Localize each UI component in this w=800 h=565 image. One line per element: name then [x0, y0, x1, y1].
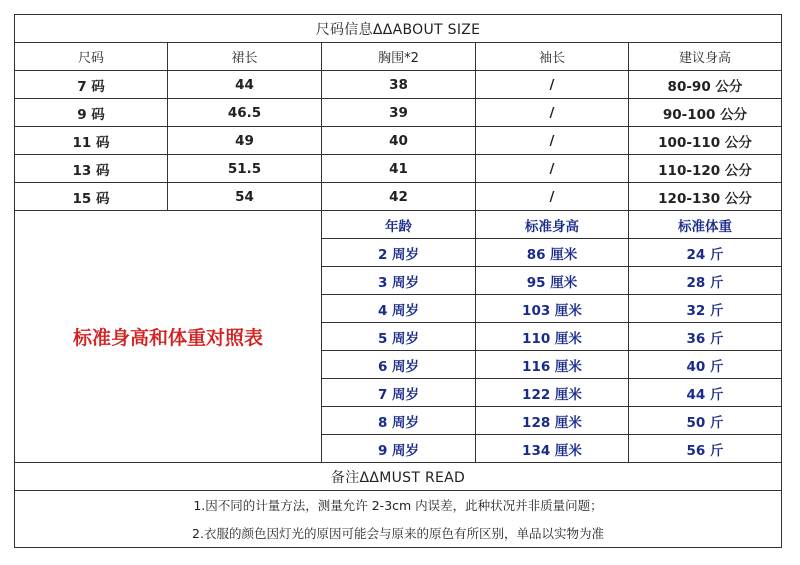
std-weight-cell: 36 斤: [629, 323, 782, 351]
chest-cell: 41: [322, 155, 476, 183]
std-height-cell: 110 厘米: [476, 323, 629, 351]
std-weight-cell: 32 斤: [629, 295, 782, 323]
std-height-cell: 134 厘米: [476, 435, 629, 463]
header-age: 年龄: [322, 211, 476, 239]
std-weight-cell: 28 斤: [629, 267, 782, 295]
size-header-row: [15, 43, 782, 71]
age-cell: 5 周岁: [322, 323, 476, 351]
chest-cell: 40: [322, 127, 476, 155]
age-cell: 6 周岁: [322, 351, 476, 379]
size-row: [15, 183, 782, 211]
size-cell: 9 码: [15, 99, 168, 127]
chest-cell: 42: [322, 183, 476, 211]
size-title: 尺码信息ΔΔABOUT SIZE: [15, 15, 782, 43]
std-height-cell: 103 厘米: [476, 295, 629, 323]
header-skirt-length: 裙长: [168, 43, 322, 71]
age-cell: 7 周岁: [322, 379, 476, 407]
notes-title: 备注ΔΔMUST READ: [15, 463, 782, 491]
std-weight-cell: 24 斤: [629, 239, 782, 267]
height-cell: 120-130 公分: [629, 183, 782, 211]
std-weight-cell: 44 斤: [629, 379, 782, 407]
std-height-cell: 122 厘米: [476, 379, 629, 407]
note-1: 1.因不同的计量方法，测量允许 2-3cm 内误差，此种状况并非质量问题；: [15, 491, 782, 520]
size-cell: 11 码: [15, 127, 168, 155]
skirt-length-cell: 54: [168, 183, 322, 211]
height-cell: 90-100 公分: [629, 99, 782, 127]
sleeve-cell: /: [476, 127, 629, 155]
size-chart-table: [14, 14, 782, 548]
std-height-cell: 128 厘米: [476, 407, 629, 435]
chest-cell: 38: [322, 71, 476, 99]
header-std-weight: 标准体重: [629, 211, 782, 239]
std-weight-cell: 40 斤: [629, 351, 782, 379]
size-row: [15, 155, 782, 183]
size-cell: 7 码: [15, 71, 168, 99]
size-cell: 13 码: [15, 155, 168, 183]
height-cell: 110-120 公分: [629, 155, 782, 183]
size-row: [15, 71, 782, 99]
age-cell: 8 周岁: [322, 407, 476, 435]
age-cell: 2 周岁: [322, 239, 476, 267]
skirt-length-cell: 51.5: [168, 155, 322, 183]
skirt-length-cell: 44: [168, 71, 322, 99]
notes-title-row: [15, 463, 782, 491]
std-height-cell: 116 厘米: [476, 351, 629, 379]
std-header-row: [15, 211, 782, 239]
std-label-cell: [15, 211, 322, 463]
age-cell: 9 周岁: [322, 435, 476, 463]
sleeve-cell: /: [476, 155, 629, 183]
note-2: 2.衣服的颜色因灯光的原因可能会与原来的原色有所区别，单品以实物为准: [15, 519, 782, 548]
size-title-row: [15, 15, 782, 43]
size-row: [15, 99, 782, 127]
header-chest: 胸围*2: [322, 43, 476, 71]
size-row: [15, 127, 782, 155]
header-std-height: 标准身高: [476, 211, 629, 239]
height-cell: 80-90 公分: [629, 71, 782, 99]
chest-cell: 39: [322, 99, 476, 127]
skirt-length-cell: 49: [168, 127, 322, 155]
skirt-length-cell: 46.5: [168, 99, 322, 127]
size-cell: 15 码: [15, 183, 168, 211]
std-height-cell: 95 厘米: [476, 267, 629, 295]
std-height-cell: 86 厘米: [476, 239, 629, 267]
std-chart-label: 标准身高和体重对照表: [72, 327, 263, 349]
std-weight-cell: 50 斤: [629, 407, 782, 435]
std-weight-cell: 56 斤: [629, 435, 782, 463]
height-cell: 100-110 公分: [629, 127, 782, 155]
size-chart-sheet: [14, 14, 781, 548]
header-sleeve: 袖长: [476, 43, 629, 71]
sleeve-cell: /: [476, 71, 629, 99]
age-cell: 4 周岁: [322, 295, 476, 323]
header-size: 尺码: [15, 43, 168, 71]
sleeve-cell: /: [476, 99, 629, 127]
header-height: 建议身高: [629, 43, 782, 71]
age-cell: 3 周岁: [322, 267, 476, 295]
sleeve-cell: /: [476, 183, 629, 211]
note-row: [15, 519, 782, 548]
note-row: [15, 491, 782, 520]
